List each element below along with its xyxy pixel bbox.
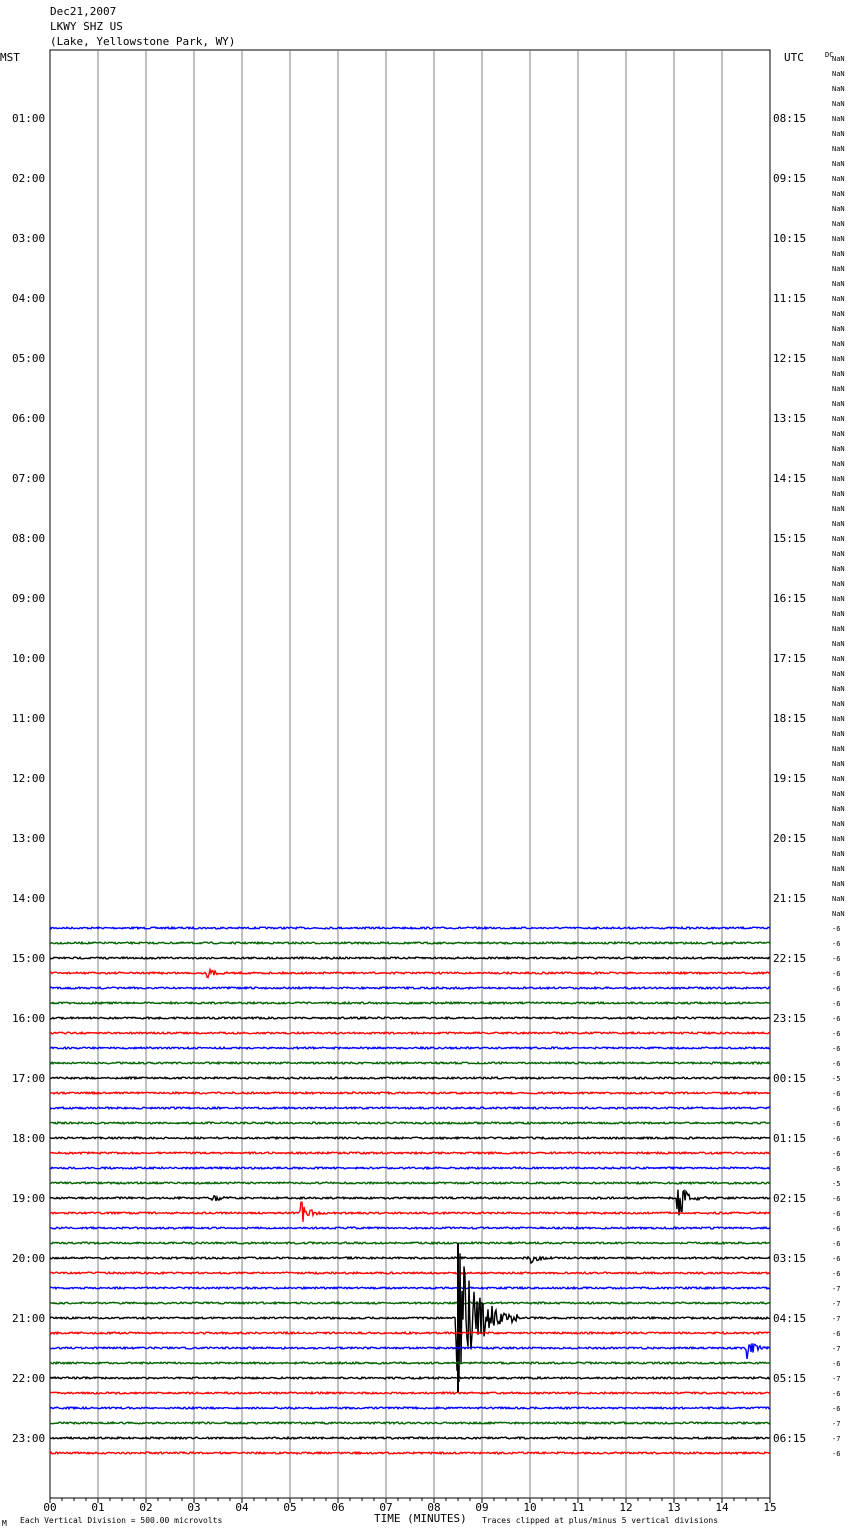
row-dc-value: NaN xyxy=(832,865,845,873)
row-dc-value: NaN xyxy=(832,595,845,603)
row-dc-value: NaN xyxy=(832,640,845,648)
seismic-trace xyxy=(50,1062,770,1064)
row-dc-value: -6 xyxy=(832,1225,841,1233)
row-dc-value: NaN xyxy=(832,490,845,498)
mst-hour-label: 12:00 xyxy=(12,772,46,785)
utc-hour-label: 17:15 xyxy=(773,652,807,665)
x-tick-label: 06 xyxy=(331,1501,345,1514)
utc-hour-label: 10:15 xyxy=(773,232,807,245)
row-dc-value: -6 xyxy=(832,985,841,993)
seismic-trace xyxy=(50,1332,770,1334)
row-dc-value: -6 xyxy=(832,1210,841,1218)
x-tick-label: 00 xyxy=(43,1501,57,1514)
seismic-trace xyxy=(50,1377,770,1379)
utc-hour-label: 03:15 xyxy=(773,1252,807,1265)
utc-hour-label: 02:15 xyxy=(773,1192,807,1205)
mst-hour-label: 06:00 xyxy=(12,412,46,425)
seismic-trace xyxy=(50,987,770,989)
utc-hour-label: 06:15 xyxy=(773,1432,807,1445)
utc-hour-label: 04:15 xyxy=(773,1312,807,1325)
row-dc-value: NaN xyxy=(832,895,845,903)
seismic-trace xyxy=(50,1182,770,1184)
row-dc-value: -6 xyxy=(832,1060,841,1068)
row-dc-value: -6 xyxy=(832,1045,841,1053)
x-tick-label: 03 xyxy=(187,1501,201,1514)
row-dc-value: NaN xyxy=(832,550,845,558)
row-dc-value: NaN xyxy=(832,475,845,483)
row-dc-value: NaN xyxy=(832,355,845,363)
row-dc-value: NaN xyxy=(832,760,845,768)
mst-hour-label: 21:00 xyxy=(12,1312,46,1325)
row-dc-value: NaN xyxy=(832,745,845,753)
row-dc-value: -6 xyxy=(832,1255,841,1263)
row-dc-value: -7 xyxy=(832,1375,841,1383)
utc-hour-label: 13:15 xyxy=(773,412,807,425)
mst-hour-label: 15:00 xyxy=(12,952,46,965)
utc-hour-label: 22:15 xyxy=(773,952,807,965)
row-dc-value: NaN xyxy=(832,205,845,213)
mst-hour-label: 01:00 xyxy=(12,112,46,125)
utc-hour-label: 18:15 xyxy=(773,712,807,725)
x-tick-label: 11 xyxy=(571,1501,585,1514)
seismic-trace xyxy=(50,1107,770,1109)
seismic-trace xyxy=(50,1257,770,1263)
row-dc-value: NaN xyxy=(832,235,845,243)
row-dc-value: NaN xyxy=(832,280,845,288)
mst-hour-label: 10:00 xyxy=(12,652,46,665)
row-dc-value: NaN xyxy=(832,850,845,858)
row-dc-value: NaN xyxy=(832,325,845,333)
seismic-trace xyxy=(50,1077,770,1079)
x-tick-label: 02 xyxy=(139,1501,153,1514)
x-tick-label: 15 xyxy=(763,1501,777,1514)
row-dc-value: NaN xyxy=(832,880,845,888)
row-dc-value: NaN xyxy=(832,655,845,663)
clip-note: Traces clipped at plus/minus 5 vertical divisions xyxy=(482,1516,719,1525)
row-dc-value: NaN xyxy=(832,265,845,273)
mst-hour-label: 04:00 xyxy=(12,292,46,305)
row-dc-value: -6 xyxy=(832,1135,841,1143)
mst-hour-label: 05:00 xyxy=(12,352,46,365)
utc-hour-label: 19:15 xyxy=(773,772,807,785)
mst-axis-label: MST xyxy=(0,51,20,64)
seismic-trace xyxy=(50,1152,770,1154)
seismic-trace xyxy=(50,1137,770,1139)
row-dc-value: NaN xyxy=(832,430,845,438)
row-dc-value: NaN xyxy=(832,520,845,528)
x-tick-label: 04 xyxy=(235,1501,249,1514)
scale-note: Each Vertical Division = 500.00 microvolts xyxy=(20,1516,223,1525)
seismic-trace xyxy=(50,1017,770,1019)
row-dc-value: -6 xyxy=(832,1120,841,1128)
seismic-trace xyxy=(50,1047,770,1049)
seismic-trace xyxy=(50,1362,770,1364)
seismic-trace xyxy=(50,927,770,929)
utc-axis-label: UTC xyxy=(784,51,804,64)
row-dc-value: NaN xyxy=(832,310,845,318)
seismic-trace xyxy=(50,1190,770,1216)
plot-grid xyxy=(50,50,770,1503)
mst-hour-label: 16:00 xyxy=(12,1012,46,1025)
utc-hour-label: 01:15 xyxy=(773,1132,807,1145)
seismic-trace xyxy=(50,1242,770,1244)
seismic-trace xyxy=(50,1287,770,1289)
row-dc-value: NaN xyxy=(832,460,845,468)
row-dc-value: -7 xyxy=(832,1300,841,1308)
seismic-trace xyxy=(50,1302,770,1304)
x-tick-label: 09 xyxy=(475,1501,489,1514)
seismic-trace xyxy=(50,1122,770,1124)
utc-hour-label: 21:15 xyxy=(773,892,807,905)
utc-hour-label: 09:15 xyxy=(773,172,807,185)
row-dc-value: -7 xyxy=(832,1435,841,1443)
row-dc-value: -7 xyxy=(832,1285,841,1293)
row-dc-value: -6 xyxy=(832,1030,841,1038)
mst-hour-label: 08:00 xyxy=(12,532,46,545)
mst-hour-label: 09:00 xyxy=(12,592,46,605)
mst-hour-label: 13:00 xyxy=(12,832,46,845)
row-dc-value: NaN xyxy=(832,730,845,738)
row-dc-value: NaN xyxy=(832,625,845,633)
mst-hour-label: 18:00 xyxy=(12,1132,46,1145)
row-dc-value: NaN xyxy=(832,910,845,918)
row-dc-value: -6 xyxy=(832,1390,841,1398)
utc-hour-label: 00:15 xyxy=(773,1072,807,1085)
row-dc-value: -6 xyxy=(832,955,841,963)
row-dc-value: NaN xyxy=(832,565,845,573)
row-dc-value: NaN xyxy=(832,100,845,108)
x-tick-label: 08 xyxy=(427,1501,441,1514)
row-dc-value: NaN xyxy=(832,250,845,258)
mst-hour-label: 19:00 xyxy=(12,1192,46,1205)
x-tick-label: 01 xyxy=(91,1501,105,1514)
plot-frame xyxy=(50,50,770,1498)
mst-hour-label: 17:00 xyxy=(12,1072,46,1085)
utc-hour-label: 12:15 xyxy=(773,352,807,365)
row-dc-value: NaN xyxy=(832,190,845,198)
row-dc-value: NaN xyxy=(832,685,845,693)
row-dc-value: -6 xyxy=(832,940,841,948)
mst-hour-label: 07:00 xyxy=(12,472,46,485)
seismic-trace xyxy=(50,1032,770,1034)
row-label-group xyxy=(12,55,845,1514)
chart-location: (Lake, Yellowstone Park, WY) xyxy=(50,35,236,48)
seismic-trace xyxy=(50,1092,770,1094)
row-dc-value: NaN xyxy=(832,160,845,168)
row-dc-value: NaN xyxy=(832,130,845,138)
row-dc-value: NaN xyxy=(832,670,845,678)
x-tick-label: 12 xyxy=(619,1501,633,1514)
x-tick-label: 14 xyxy=(715,1501,729,1514)
row-dc-value: NaN xyxy=(832,85,845,93)
seismic-trace xyxy=(50,1202,770,1222)
row-dc-value: -6 xyxy=(832,1105,841,1113)
row-dc-value: -5 xyxy=(832,1180,841,1188)
row-dc-value: NaN xyxy=(832,805,845,813)
mst-hour-label: 02:00 xyxy=(12,172,46,185)
row-dc-value: -5 xyxy=(832,1075,841,1083)
seismic-trace xyxy=(50,1422,770,1424)
mst-hour-label: 23:00 xyxy=(12,1432,46,1445)
corner-mark: M xyxy=(2,1519,7,1528)
seismic-trace xyxy=(50,1452,770,1454)
seismic-trace xyxy=(50,1002,770,1004)
row-dc-value: NaN xyxy=(832,415,845,423)
row-dc-value: NaN xyxy=(832,55,845,63)
row-dc-value: -6 xyxy=(832,1330,841,1338)
row-dc-value: -6 xyxy=(832,1000,841,1008)
row-dc-value: -6 xyxy=(832,1405,841,1413)
row-dc-value: NaN xyxy=(832,175,845,183)
seismic-trace xyxy=(50,1407,770,1409)
seismic-trace xyxy=(50,942,770,944)
row-dc-value: NaN xyxy=(832,580,845,588)
x-axis-label: TIME (MINUTES) xyxy=(374,1512,467,1525)
mst-hour-label: 03:00 xyxy=(12,232,46,245)
mst-hour-label: 20:00 xyxy=(12,1252,46,1265)
row-dc-value: NaN xyxy=(832,715,845,723)
row-dc-value: NaN xyxy=(832,385,845,393)
utc-hour-label: 05:15 xyxy=(773,1372,807,1385)
row-dc-value: -6 xyxy=(832,1450,841,1458)
row-dc-value: NaN xyxy=(832,775,845,783)
row-dc-value: NaN xyxy=(832,700,845,708)
row-dc-value: -6 xyxy=(832,1360,841,1368)
row-dc-value: -6 xyxy=(832,925,841,933)
seismic-trace xyxy=(50,1167,770,1169)
row-dc-value: -7 xyxy=(832,1345,841,1353)
chart-date: Dec21,2007 xyxy=(50,5,117,18)
row-dc-value: NaN xyxy=(832,505,845,513)
row-dc-value: -7 xyxy=(832,1315,841,1323)
row-dc-value: NaN xyxy=(832,835,845,843)
row-dc-value: -6 xyxy=(832,1015,841,1023)
row-dc-value: -6 xyxy=(832,1150,841,1158)
mst-hour-label: 11:00 xyxy=(12,712,46,725)
utc-hour-label: 14:15 xyxy=(773,472,807,485)
row-dc-value: NaN xyxy=(832,295,845,303)
x-tick-label: 10 xyxy=(523,1501,537,1514)
dc-label: DC xyxy=(825,51,834,59)
trace-group xyxy=(50,927,770,1454)
row-dc-value: NaN xyxy=(832,115,845,123)
row-dc-value: NaN xyxy=(832,340,845,348)
row-dc-value: NaN xyxy=(832,220,845,228)
seismic-trace xyxy=(50,1437,770,1439)
seismic-trace xyxy=(50,970,770,978)
seismic-trace xyxy=(50,1392,770,1394)
x-tick-label: 07 xyxy=(379,1501,393,1514)
row-dc-value: -6 xyxy=(832,1270,841,1278)
utc-hour-label: 08:15 xyxy=(773,112,807,125)
row-dc-value: -7 xyxy=(832,1420,841,1428)
row-dc-value: NaN xyxy=(832,445,845,453)
chart-station: LKWY SHZ US xyxy=(50,20,123,33)
row-dc-value: NaN xyxy=(832,145,845,153)
seismic-trace xyxy=(50,957,770,959)
row-dc-value: -6 xyxy=(832,1195,841,1203)
row-dc-value: NaN xyxy=(832,400,845,408)
row-dc-value: -6 xyxy=(832,1240,841,1248)
utc-hour-label: 11:15 xyxy=(773,292,807,305)
row-dc-value: NaN xyxy=(832,535,845,543)
row-dc-value: NaN xyxy=(832,790,845,798)
mst-hour-label: 22:00 xyxy=(12,1372,46,1385)
utc-hour-label: 15:15 xyxy=(773,532,807,545)
utc-hour-label: 20:15 xyxy=(773,832,807,845)
seismic-trace xyxy=(50,1343,770,1359)
x-tick-label: 05 xyxy=(283,1501,297,1514)
seismic-trace xyxy=(50,1227,770,1229)
row-dc-value: -6 xyxy=(832,1090,841,1098)
row-dc-value: NaN xyxy=(832,70,845,78)
row-dc-value: -6 xyxy=(832,1165,841,1173)
utc-hour-label: 16:15 xyxy=(773,592,807,605)
row-dc-value: NaN xyxy=(832,610,845,618)
utc-hour-label: 23:15 xyxy=(773,1012,807,1025)
mst-hour-label: 14:00 xyxy=(12,892,46,905)
seismic-trace xyxy=(50,1272,770,1274)
row-dc-value: NaN xyxy=(832,370,845,378)
row-dc-value: -6 xyxy=(832,970,841,978)
row-dc-value: NaN xyxy=(832,820,845,828)
x-tick-label: 13 xyxy=(667,1501,681,1514)
